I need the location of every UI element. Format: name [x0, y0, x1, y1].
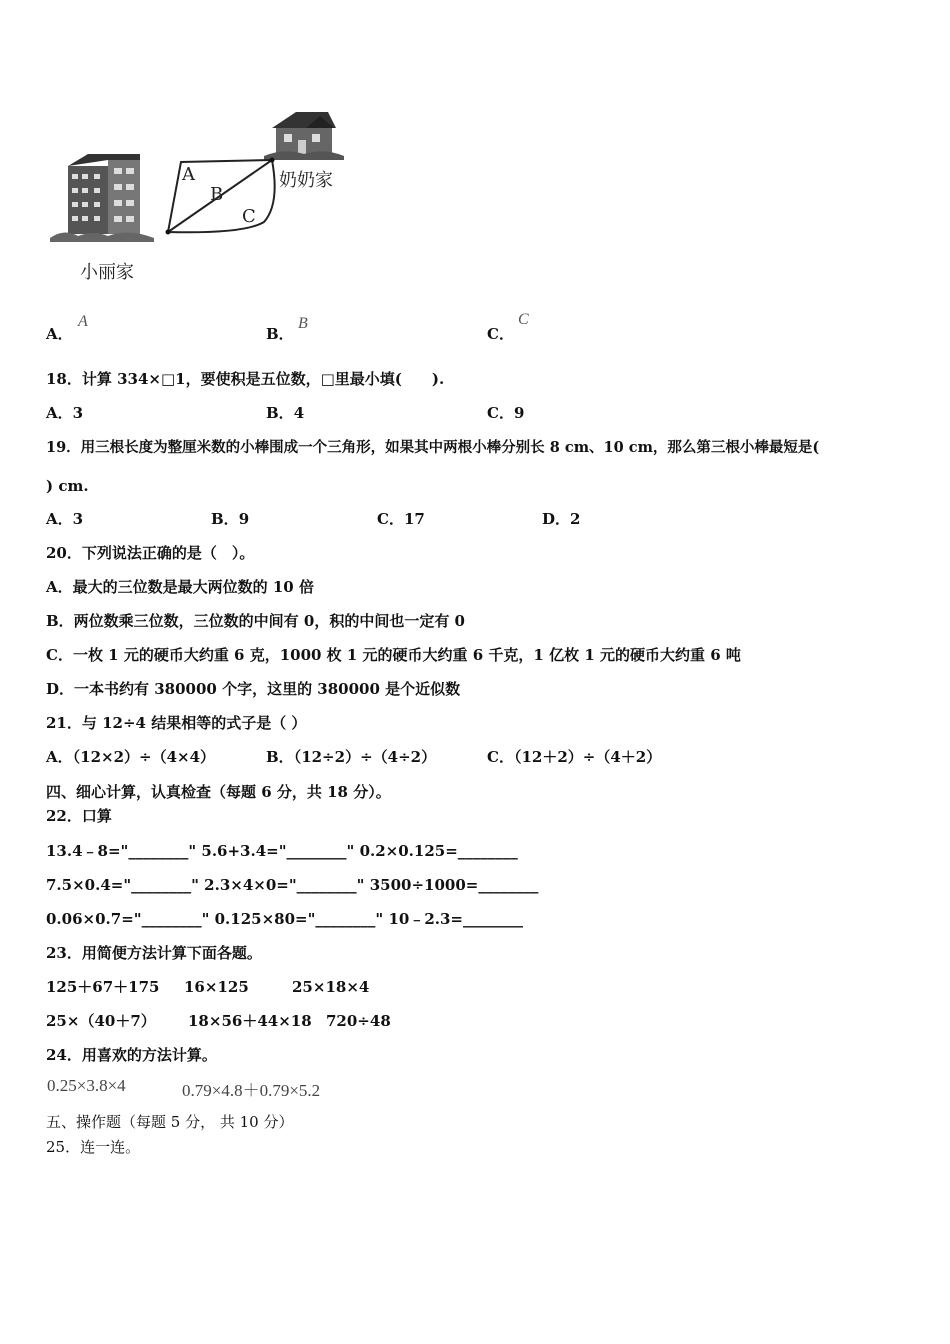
q18-option-a[interactable]: A．3 [46, 404, 84, 422]
q17-option-a[interactable]: A． [46, 325, 73, 343]
q22-row-3: 0.06×0.7="________" 0.125×80="________" 10﹣2.3=________ [46, 910, 523, 928]
q17-option-c[interactable]: C． [487, 325, 514, 343]
q19-option-a[interactable]: A．3 [46, 510, 84, 528]
q20-option-b[interactable]: B．两位数乘三位数，三位数的中间有 0，积的中间也一定有 0 [46, 612, 465, 630]
q22-row-1: 13.4﹣8="________" 5.6+3.4="________" 0.2×0.125=________ [46, 842, 518, 860]
q23-expr-5: 18×56＋44×18 [188, 1012, 312, 1030]
q20-option-d[interactable]: D．一本书约有 380000 个字，这里的 380000 是个近似数 [46, 680, 461, 698]
q19-question-line1: 19．用三根长度为整厘米数的小棒围成一个三角形，如果其中两根小棒分别长 8 cm、10 cm，那么第三根小棒最短是( [46, 439, 820, 456]
q21-question: 21．与 12÷4 结果相等的式子是（ ） [46, 714, 307, 732]
q20-option-a[interactable]: A．最大的三位数是最大两位数的 10 倍 [46, 578, 314, 596]
q18-option-b[interactable]: B．4 [266, 404, 305, 422]
q18-question: 18．计算 334×□1，要使积是五位数，□里最小填( ). [46, 370, 445, 388]
q23-expr-1: 125＋67＋175 [46, 978, 160, 996]
route-figure [44, 104, 364, 284]
q23-expr-3: 25×18×4 [292, 978, 370, 996]
q19-option-c[interactable]: C．17 [377, 510, 425, 528]
q19-option-b[interactable]: B．9 [211, 510, 250, 528]
section5-title: 五、操作题（每题 5 分， 共 10 分） [46, 1113, 294, 1131]
q20-question: 20．下列说法正确的是（ ）。 [46, 544, 255, 562]
q23-expr-2: 16×125 [184, 978, 249, 996]
q22-title: 22．口算 [46, 807, 112, 825]
path-label-a: A [182, 164, 195, 185]
q24-title: 24．用喜欢的方法计算。 [46, 1046, 217, 1064]
q19-option-d[interactable]: D．2 [542, 510, 581, 528]
q23-expr-6: 720÷48 [326, 1012, 391, 1030]
q21-option-a[interactable]: A．（12×2）÷（4×4） [46, 748, 216, 766]
q21-option-b[interactable]: B．（12÷2）÷（4÷2） [266, 748, 437, 766]
q23-expr-4: 25×（40＋7） [46, 1012, 156, 1030]
path-label-b: B [210, 184, 224, 205]
section4-title: 四、细心计算，认真检查（每题 6 分，共 18 分）。 [46, 783, 391, 801]
path-label-c: C [242, 206, 256, 227]
q18-option-c[interactable]: C．9 [487, 404, 525, 422]
q19-question-line2: ) cm. [46, 477, 89, 495]
q17-option-b[interactable]: B． [266, 325, 294, 343]
house-icon [264, 112, 344, 160]
q17-option-b-value: B [298, 315, 308, 332]
q20-option-c[interactable]: C．一枚 1 元的硬币大约重 6 克，1000 枚 1 元的硬币大约重 6 千克，1 亿枚 1 元的硬币大约重 6 吨 [46, 646, 741, 664]
q22-row-2: 7.5×0.4="________" 2.3×4×0="________" 3500÷1000=________ [46, 876, 539, 894]
q21-option-c[interactable]: C．（12＋2）÷（4＋2） [487, 748, 662, 766]
apartment-building-icon [50, 154, 154, 242]
right-building-label: 奶奶家 [279, 170, 333, 191]
q24-expr-1: 0.25×3.8×4 [47, 1076, 126, 1095]
q17-option-c-value: C [518, 311, 529, 328]
q17-option-a-value: A [78, 313, 88, 330]
q24-expr-2: 0.79×4.8＋0.79×5.2 [182, 1081, 321, 1100]
q25-title: 25．连一连。 [46, 1138, 141, 1156]
q23-title: 23．用简便方法计算下面各题。 [46, 944, 262, 962]
left-building-label: 小丽家 [80, 262, 134, 283]
